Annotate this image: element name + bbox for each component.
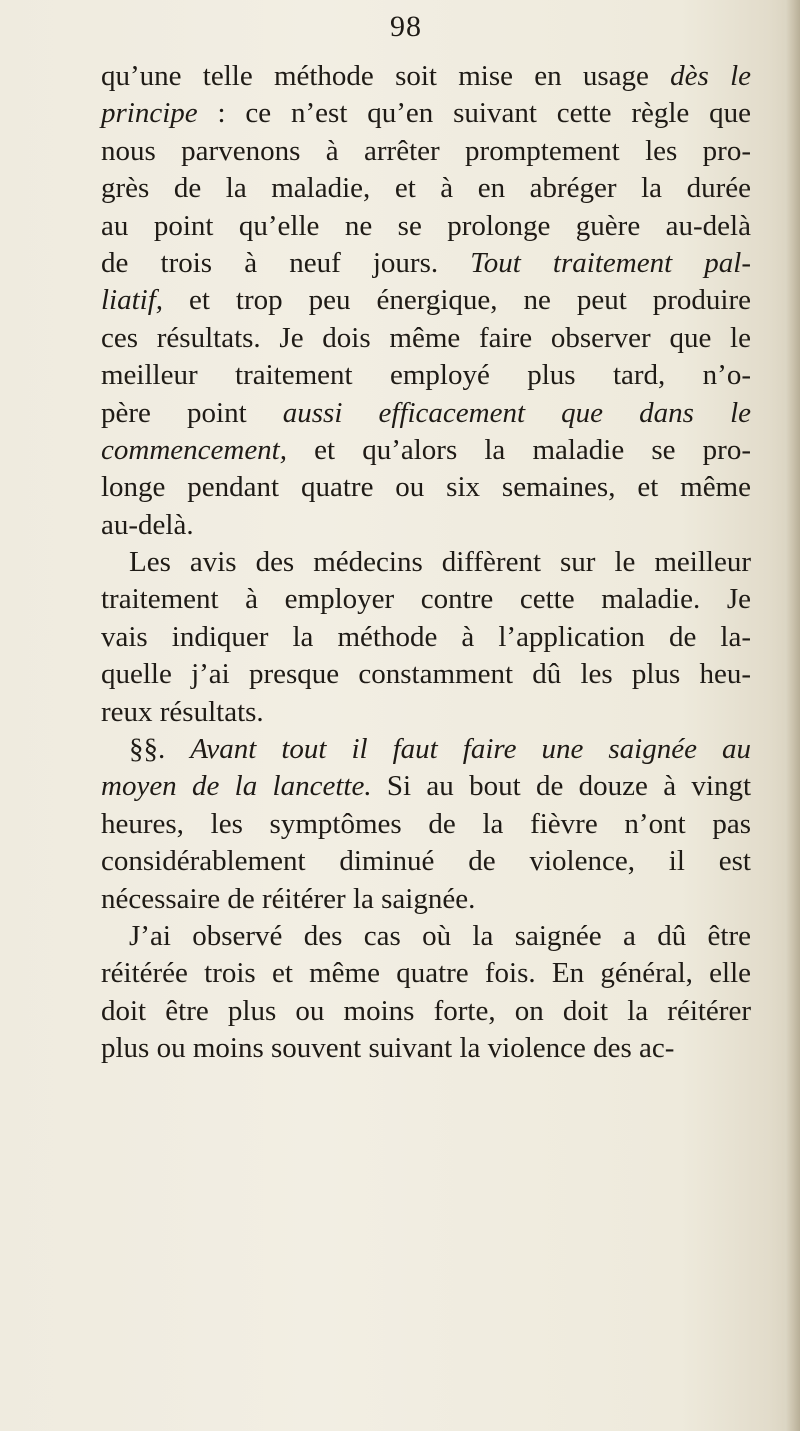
italic-text: commencement, [101, 433, 287, 466]
text-line [101, 357, 751, 394]
body-text [101, 58, 751, 1068]
text-span: doit être plus ou moins forte, on doit la réitérer [101, 994, 751, 1027]
text-span: père point [101, 396, 283, 429]
page-number: 98 [390, 10, 422, 43]
italic-text: Avant tout il faut faire une saignée au [190, 733, 751, 766]
text-line [101, 58, 751, 95]
text-span: Les avis des médecins diffèrent sur le meilleur [129, 546, 751, 579]
text-span: grès de la maladie, et à en abréger la durée [101, 172, 751, 205]
italic-text: aussi efficacement que dans le [282, 396, 751, 429]
text-line [101, 843, 751, 880]
text-span: plus ou moins souvent suivant la violence des ac- [101, 1032, 675, 1065]
text-span: considérablement diminué de violence, il est [101, 845, 751, 878]
text-line [101, 95, 751, 132]
italic-text: liatif, [101, 284, 164, 317]
text-line [101, 469, 751, 506]
text-line [101, 507, 751, 544]
text-line [101, 320, 751, 357]
text-line [101, 432, 751, 469]
text-span: qu’une telle méthode soit mise en usage [101, 60, 671, 92]
text-line [101, 208, 751, 245]
text-span: nous parvenons à arrêter promptement les pro- [101, 134, 751, 167]
text-line [101, 993, 751, 1030]
italic-text: moyen de la lancette. [101, 770, 372, 803]
text-line [101, 806, 751, 843]
text-span: traitement à employer contre cette maladie. Je [101, 583, 751, 616]
text-line [101, 395, 751, 432]
text-line [101, 881, 751, 918]
text-span: et trop peu énergique, ne peut produire [163, 284, 751, 317]
text-line [101, 1030, 751, 1067]
text-span: heures, les symptômes de la fièvre n’ont pas [101, 807, 751, 840]
text-line [101, 656, 751, 693]
text-span: et qu’alors la maladie se pro- [287, 433, 751, 466]
text-span: : ce n’est qu’en suivant cette règle que [197, 97, 751, 130]
text-span: quelle j’ai presque constamment dû les plus heu- [101, 658, 751, 691]
text-line [101, 918, 751, 955]
text-span: réitérée trois et même quatre fois. En général, elle [101, 957, 751, 990]
text-span: meilleur traitement employé plus tard, n’o- [101, 359, 751, 392]
text-span: ces résultats. Je dois même faire observer que le [101, 321, 751, 354]
text-span: §§. [129, 733, 191, 766]
text-span: nécessaire de réitérer la saignée. [101, 882, 476, 915]
text-line [101, 133, 751, 170]
page-edge-shadow [786, 0, 800, 1431]
text-line [101, 245, 751, 282]
text-span: J’ai observé des cas où la saignée a dû être [129, 919, 751, 952]
italic-text: principe [101, 97, 198, 130]
text-line [101, 768, 751, 805]
italic-text: Tout traitement pal- [470, 246, 751, 279]
text-line [101, 619, 751, 656]
text-span: au point qu’elle ne se prolonge guère au-delà [101, 209, 751, 242]
text-line [101, 170, 751, 207]
italic-text: dès le [670, 60, 751, 92]
text-span: reux résultats. [101, 695, 264, 728]
text-span: Si au bout de douze à vingt [371, 770, 751, 803]
text-line [101, 544, 751, 581]
text-line [101, 731, 751, 768]
text-line [101, 955, 751, 992]
text-span: au-delà. [101, 508, 194, 541]
text-line [101, 282, 751, 319]
text-span: vais indiquer la méthode à l’application de la- [101, 620, 751, 653]
text-span: longe pendant quatre ou six semaines, et même [101, 471, 751, 504]
text-span: de trois à neuf jours. [101, 246, 471, 279]
text-line [101, 581, 751, 618]
text-line [101, 694, 751, 731]
